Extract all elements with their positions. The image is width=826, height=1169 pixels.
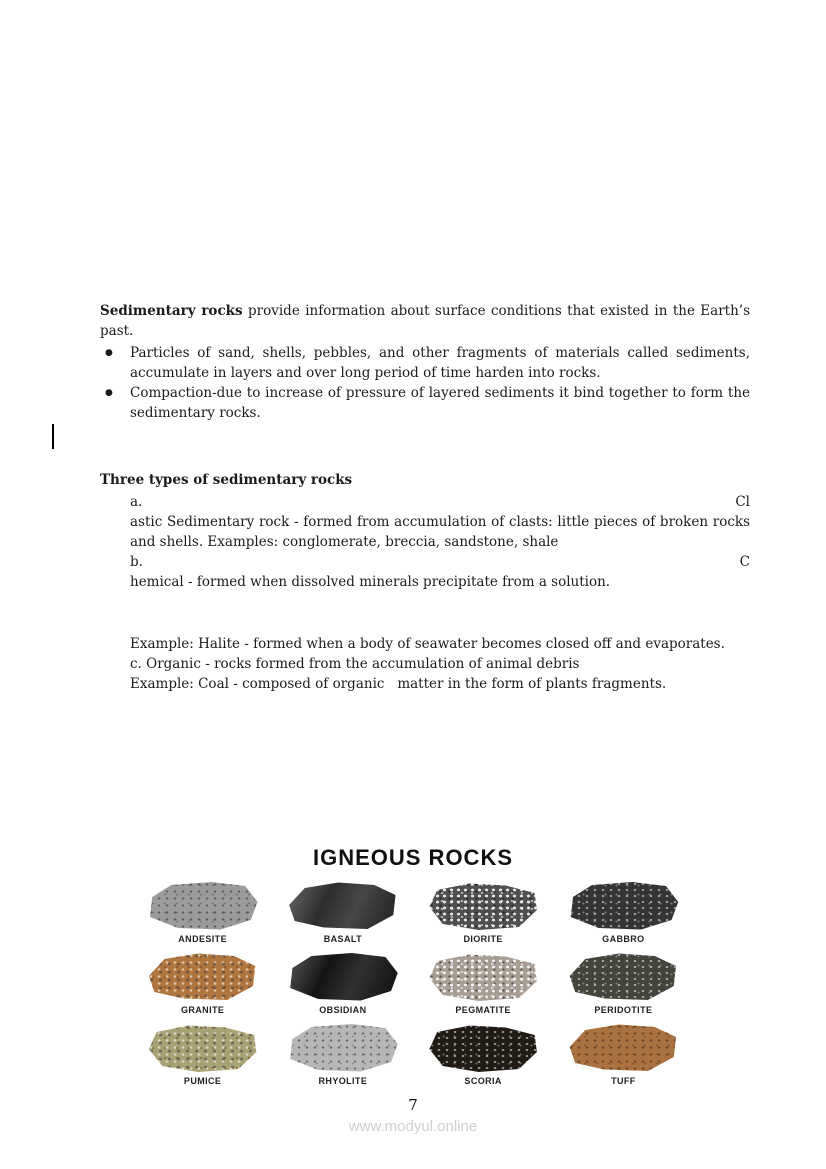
rock-image-basalt bbox=[287, 881, 399, 931]
rock-item bbox=[421, 1023, 545, 1086]
bullet-icon: ● bbox=[105, 348, 113, 358]
list-text-clastic: astic Sedimentary rock - formed from accumulation of clasts: little pieces of broken rocks and shells. Examples: conglomerate, breccia, sandstone, shale bbox=[130, 514, 750, 550]
list-marker-a: a. bbox=[130, 494, 143, 510]
rock-label: GRANITE bbox=[180, 1005, 225, 1015]
list-overflow-b: C bbox=[739, 554, 750, 570]
figure-title: IGNEOUS ROCKS bbox=[312, 845, 514, 870]
text-content bbox=[100, 301, 750, 694]
paragraph-sedimentary-rocks bbox=[100, 301, 750, 341]
bullet-text: Particles of sand, shells, pebbles, and other fragments of materials called sediments, accumulate in layers and over long period of time harden into rocks. bbox=[130, 345, 750, 381]
rock-label: PERIDOTITE bbox=[594, 1005, 653, 1015]
rock-image-pumice bbox=[147, 1023, 259, 1073]
rock-grid bbox=[141, 881, 686, 1086]
rock-label: OBSIDIAN bbox=[319, 1005, 367, 1015]
bullet-item bbox=[100, 383, 750, 423]
rock-label: GABBRO bbox=[602, 934, 645, 944]
paragraph-lead-bold: Sedimentary rocks bbox=[100, 303, 243, 319]
heading-three-types: Three types of sedimentary rocks bbox=[100, 472, 353, 488]
bullet-text: Compaction-due to increase of pressure of layered sediments it bind together to form the sedimentary rocks. bbox=[130, 385, 750, 421]
rock-image-tuff bbox=[567, 1023, 679, 1073]
rock-image-diorite bbox=[427, 881, 539, 931]
rock-label: PUMICE bbox=[183, 1076, 222, 1086]
sedimentary-types-list bbox=[130, 492, 750, 694]
list-marker-line-b bbox=[130, 552, 750, 572]
rock-image-pegmatite bbox=[427, 952, 539, 1002]
site-footer-text: www.modyul.online bbox=[348, 1118, 478, 1135]
rock-label: ANDESITE bbox=[178, 934, 227, 944]
rock-label: TUFF bbox=[611, 1076, 636, 1086]
rock-item bbox=[281, 881, 405, 944]
list-text-organic: c. Organic - rocks formed from the accumulation of animal debris bbox=[130, 656, 580, 672]
rock-image-obsidian bbox=[287, 952, 399, 1002]
bullet-icon: ● bbox=[105, 388, 113, 398]
rock-label: DIORITE bbox=[463, 934, 503, 944]
rock-item bbox=[421, 881, 545, 944]
list-marker-line-a bbox=[130, 492, 750, 512]
margin-change-bar bbox=[52, 424, 54, 449]
rock-item bbox=[141, 952, 265, 1015]
example-halite: Example: Halite - formed when a body of seawater becomes closed off and evaporates. bbox=[130, 636, 725, 652]
rock-item bbox=[561, 952, 685, 1015]
rock-image-peridotite bbox=[567, 952, 679, 1002]
igneous-rocks-figure bbox=[0, 845, 826, 1086]
list-text-chemical: hemical - formed when dissolved minerals precipitate from a solution. bbox=[130, 574, 611, 590]
list-marker-b: b. bbox=[130, 554, 143, 570]
rock-item bbox=[141, 1023, 265, 1086]
rock-label: RHYOLITE bbox=[318, 1076, 368, 1086]
rock-item bbox=[561, 1023, 685, 1086]
example-coal: Example: Coal - composed of organic matter in the form of plants fragments. bbox=[130, 676, 667, 692]
rock-item bbox=[561, 881, 685, 944]
rock-item bbox=[281, 952, 405, 1015]
rock-image-andesite bbox=[147, 881, 259, 931]
bullet-list bbox=[100, 343, 750, 423]
rock-item bbox=[141, 881, 265, 944]
rock-label: SCORIA bbox=[464, 1076, 502, 1086]
rock-label: BASALT bbox=[323, 934, 362, 944]
list-overflow-a: Cl bbox=[735, 494, 750, 510]
rock-image-gabbro bbox=[567, 881, 679, 931]
rock-image-rhyolite bbox=[287, 1023, 399, 1073]
rock-item bbox=[421, 952, 545, 1015]
rock-label: PEGMATITE bbox=[455, 1005, 511, 1015]
page-number: 7 bbox=[408, 1096, 418, 1114]
rock-image-scoria bbox=[427, 1023, 539, 1073]
rock-image-granite bbox=[147, 952, 259, 1002]
rock-item bbox=[281, 1023, 405, 1086]
bullet-item bbox=[100, 343, 750, 383]
paragraph-lead-rest: provide information about surface conditions that existed in the Earth’s past. bbox=[100, 303, 751, 339]
